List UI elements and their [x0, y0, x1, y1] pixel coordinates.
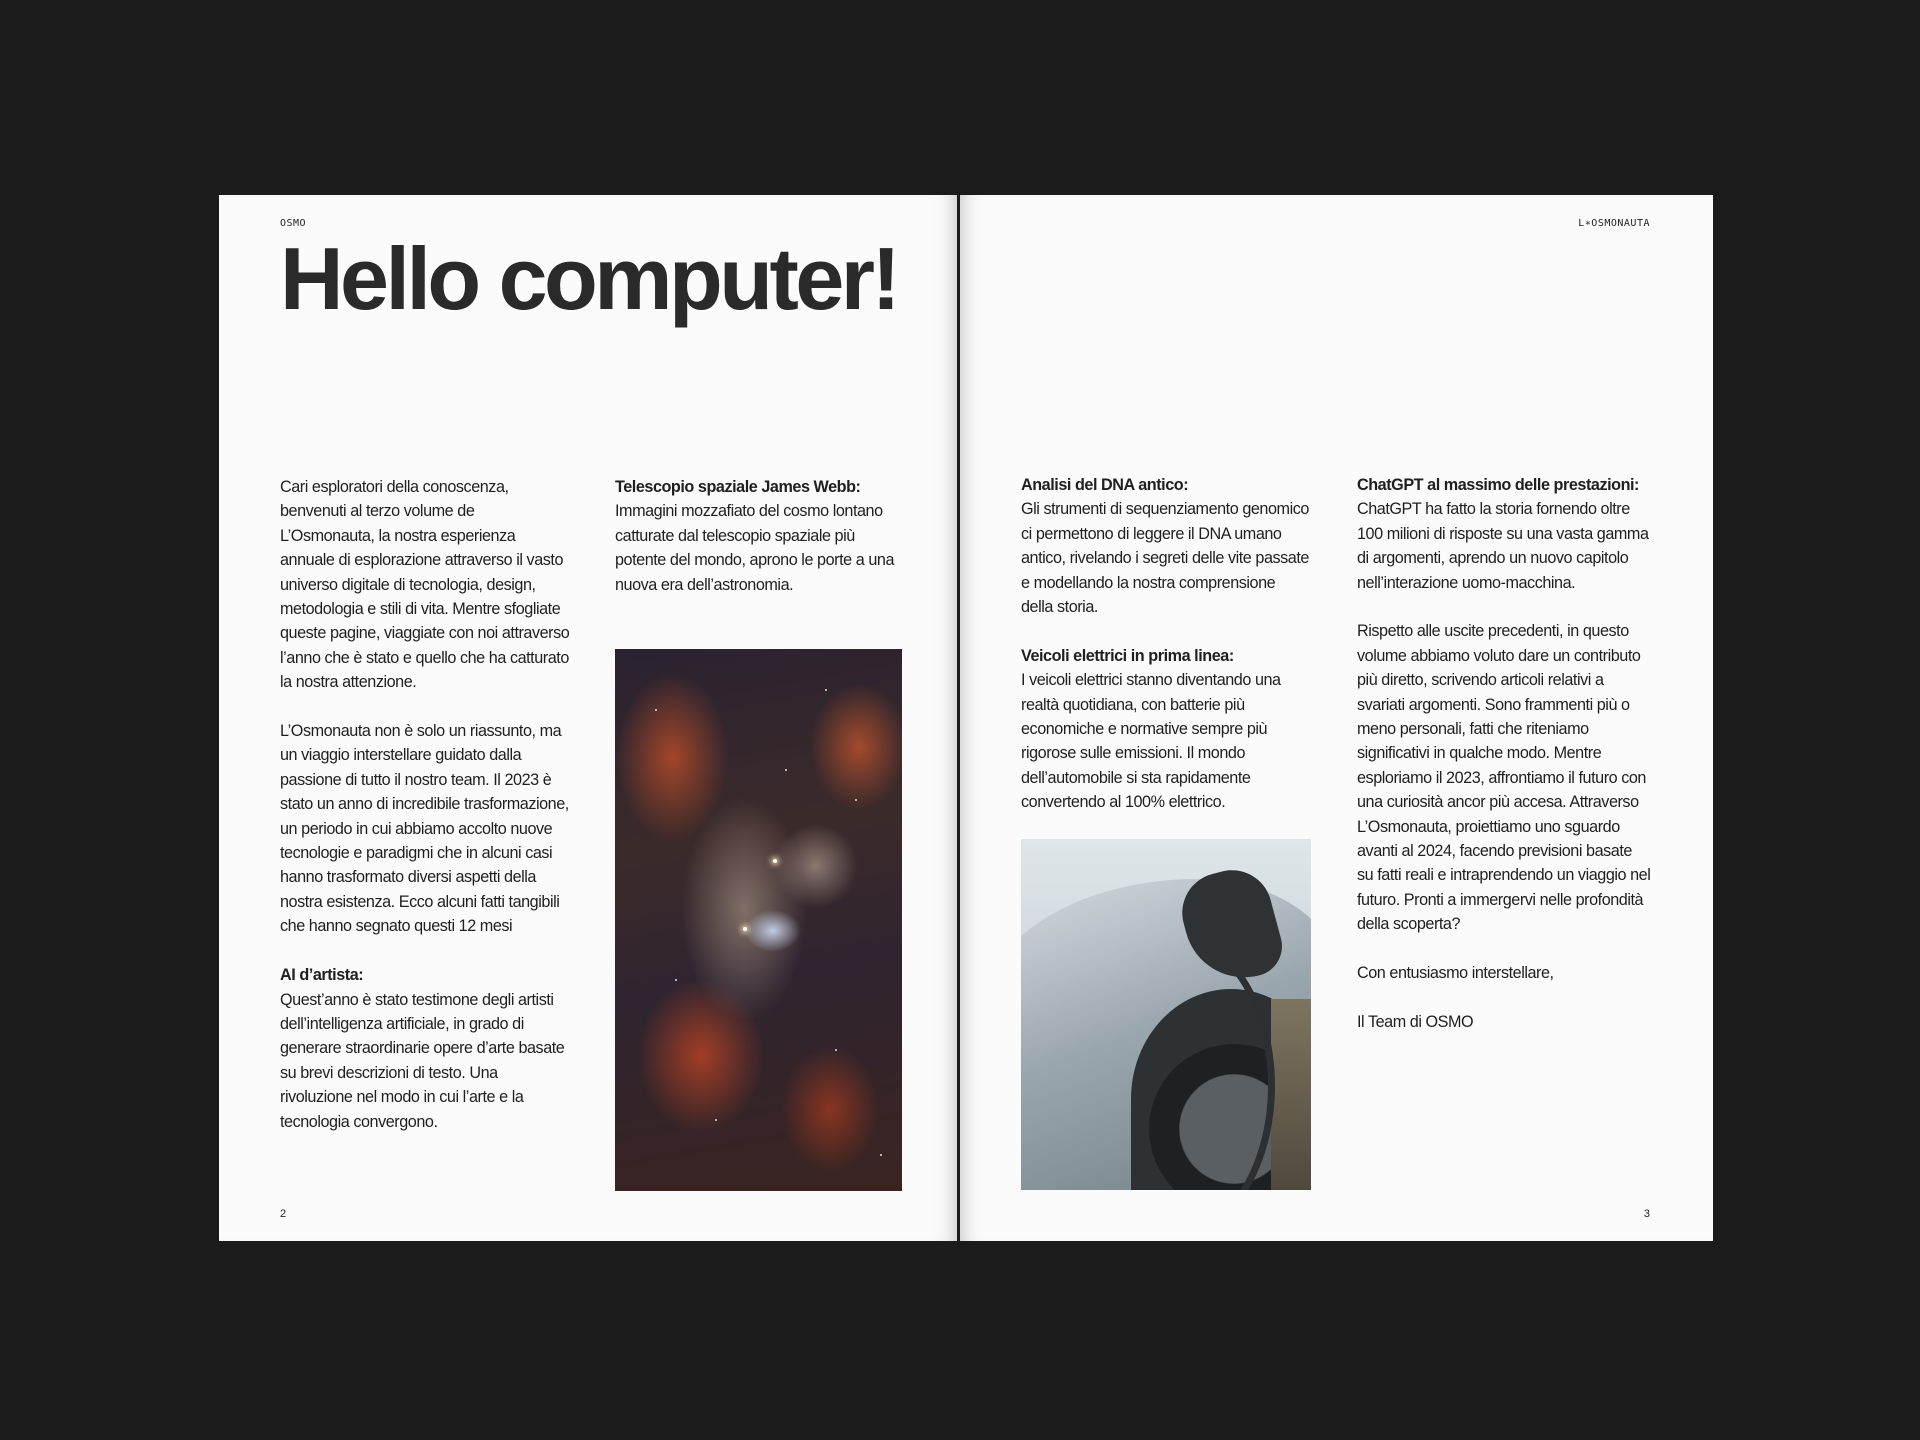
outro-paragraph: Rispetto alle uscite precedenti, in questo volume abbiamo voluto dare un contributo più diretto, scrivendo articoli relativi a svariati argomenti. Sono frammenti più o meno personali, fatti che riteniamo significativi in qualche modo. Mentre esploriamo il 2023, affrontiamo il futuro con una curiosità ancor più accesa. Attraverso L’Osmonauta, proiettiamo uno sguardo avanti al 2024, facendo previsioni basate su fatti reali e intraprendendo un viaggio nel futuro. Pronti a immergervi nelle profondità della scoperta? — [1357, 622, 1651, 934]
intro-column — [280, 475, 570, 1134]
right-page — [960, 195, 1713, 1241]
signature: Il Team di OSMO — [1357, 1012, 1474, 1031]
ai-artist-body: Quest’anno è stato testimone degli artisti dell’intelligenza artificiale, in grado di generare straordinarie opere d’arte basate su brevi descrizioni di testo. Una rivoluzione nel modo in cui l’arte e la tecnologia convergono. — [280, 990, 565, 1131]
webb-column — [615, 475, 905, 597]
star — [855, 799, 857, 801]
star — [715, 1119, 717, 1121]
nebula-photo — [615, 649, 902, 1191]
page-headline: Hello computer! — [280, 229, 898, 328]
chatgpt-body: ChatGPT ha fatto la storia fornendo oltre 100 milioni di risposte su una vasta gamma di argomenti, aprendo un nuovo capitolo nell’interazione uomo-macchina. — [1357, 500, 1649, 592]
ev-body: I veicoli elettrici stanno diventando una realtà quotidiana, con batterie più economiche e normative sempre più rigorose sulle emissioni. Il mondo dell’automobile si sta rapidamente convertendo al 100% elettrico. — [1021, 671, 1281, 812]
webb-section — [615, 475, 905, 597]
dna-section — [1021, 473, 1311, 619]
intro-paragraph-1: Cari esploratori della conoscenza, benvenuti al terzo volume de L’Osmonauta, la nostra esperienza annuale di esplorazione attraverso il vasto universo digitale di tecnologia, design, metodologia e stili di vita. Mentre sfogliate queste pagine, viaggiate con noi attraverso l’anno che è stato e quello che ha catturato la nostra attenzione. — [280, 478, 570, 692]
chatgpt-column — [1357, 473, 1652, 1034]
dna-body: Gli strumenti di sequenziamento genomico ci permettono di leggere il DNA umano antico, rivelando i segreti delle vite passate e modellando la nostra comprensione della storia. — [1021, 500, 1309, 617]
dna-ev-column — [1021, 473, 1311, 815]
ai-artist-section — [280, 963, 570, 1134]
page-number-left: 2 — [280, 1208, 287, 1220]
running-head-right: L∗OSMONAUTA — [1578, 218, 1650, 229]
star — [880, 1154, 882, 1156]
star — [785, 769, 787, 771]
star — [773, 859, 777, 863]
left-page — [219, 195, 957, 1241]
star — [825, 689, 827, 691]
intro-paragraph-2: L’Osmonauta non è solo un riassunto, ma un viaggio interstellare guidato dalla passione di tutto il nostro team. Il 2023 è stato un anno di incredibile trasformazione, un periodo in cui abbiamo accolto nuove tecnologie e paradigmi che in alcuni casi hanno trasformato diversi aspetti della nostra esistenza. Ecco alcuni fatti tangibili che hanno segnato questi 12 mesi — [280, 722, 569, 936]
star — [675, 979, 677, 981]
ev-section — [1021, 644, 1311, 815]
chatgpt-heading: ChatGPT al massimo delle prestazioni: — [1357, 476, 1639, 494]
webb-body: Immagini mozzafiato del cosmo lontano catturate dal telescopio spaziale più potente del mondo, aprono le porte a una nuova era dell’astronomia. — [615, 502, 894, 594]
chatgpt-section — [1357, 473, 1652, 595]
dna-heading: Analisi del DNA antico: — [1021, 476, 1189, 494]
magazine-spread — [219, 195, 1713, 1241]
star — [655, 709, 657, 711]
running-head-left: OSMO — [280, 218, 307, 229]
background-wall — [1271, 999, 1311, 1190]
ai-artist-heading: AI d’artista: — [280, 966, 364, 985]
electric-car-photo — [1021, 839, 1311, 1190]
star — [743, 927, 747, 931]
closing-line: Con entusiasmo interstellare, — [1357, 964, 1554, 983]
webb-heading: Telescopio spaziale James Webb: — [615, 478, 861, 496]
ev-heading: Veicoli elettrici in prima linea: — [1021, 646, 1234, 665]
page-number-right: 3 — [1643, 1208, 1650, 1220]
star — [835, 1049, 837, 1051]
